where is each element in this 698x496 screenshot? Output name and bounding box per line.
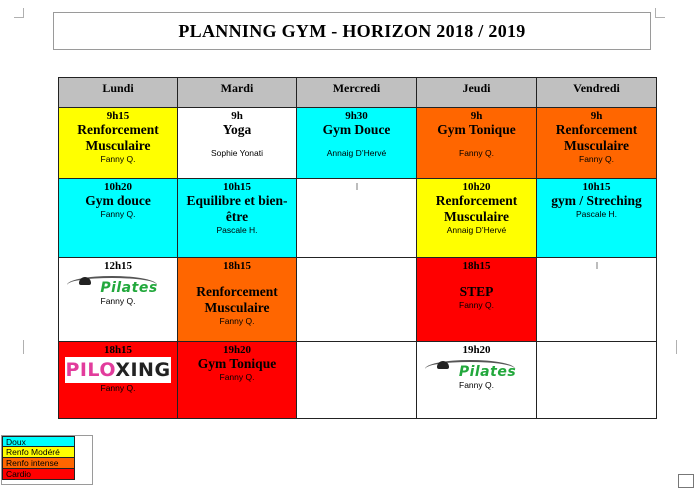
empty-cell[interactable]	[297, 179, 417, 258]
coach-name: Fanny Q.	[100, 383, 136, 393]
day-header-row	[59, 78, 657, 108]
class-time: 19h20	[462, 344, 491, 356]
day-header-thursday: Jeudi	[417, 78, 537, 108]
class-time: 12h15	[103, 260, 133, 272]
class-cell[interactable]	[417, 258, 537, 342]
coach-name: Annaig D’Hervé	[326, 148, 387, 158]
class-time: 10h20	[103, 181, 133, 193]
class-cell[interactable]	[537, 179, 657, 258]
class-cell[interactable]	[297, 108, 417, 179]
class-time: 18h15	[462, 260, 491, 272]
coach-name: Fanny Q.	[219, 372, 255, 382]
table-row	[59, 342, 657, 419]
schedule-table[interactable]	[58, 77, 657, 419]
class-name: Gym Tonique	[197, 356, 277, 371]
class-time: 10h15	[222, 181, 252, 193]
class-name: Renforcement Musculaire	[196, 284, 278, 315]
class-name: Renforcement Musculaire	[77, 122, 159, 153]
coach-name: Fanny Q.	[459, 300, 494, 310]
empty-cell[interactable]	[537, 258, 657, 342]
class-name: Gym Douce	[322, 122, 391, 137]
coach-name: Fanny Q.	[459, 380, 494, 390]
empty-cell[interactable]	[297, 342, 417, 419]
table-row	[59, 108, 657, 179]
crop-mark-bottom-right	[676, 340, 686, 354]
cell-marker	[596, 262, 598, 269]
class-cell[interactable]	[178, 108, 297, 179]
legend-item-renfo-intense: Renfo intense	[2, 458, 75, 469]
title-box[interactable]	[53, 12, 651, 50]
piloxing-logo	[65, 357, 171, 383]
coach-name: Fanny Q.	[100, 296, 136, 306]
page-corner-box	[678, 474, 694, 488]
pilates-figure-icon	[437, 361, 449, 369]
class-cell[interactable]	[59, 108, 178, 179]
legend-item-renfo-modere: Renfo Modéré	[2, 447, 75, 458]
coach-name: Annaig D’Hervé	[446, 225, 507, 235]
class-time: 9h30	[345, 110, 368, 122]
legend-item-doux: Doux	[2, 436, 75, 447]
pilates-logo	[417, 358, 536, 380]
class-cell[interactable]	[59, 258, 178, 342]
day-header-friday: Vendredi	[537, 78, 657, 108]
piloxing-logo-text-b: XING	[115, 359, 171, 381]
pilates-logo-text: Pilates	[458, 364, 517, 380]
day-header-wednesday: Mercredi	[297, 78, 417, 108]
class-cell[interactable]	[417, 108, 537, 179]
class-cell[interactable]	[59, 342, 178, 419]
cell-marker	[356, 183, 358, 190]
class-time: 9h	[470, 110, 483, 122]
coach-name: Sophie Yonati	[211, 148, 263, 158]
class-name: Gym Tonique	[437, 122, 516, 137]
crop-mark-top-left	[14, 8, 24, 18]
class-name: Gym douce	[85, 193, 151, 208]
class-time: 9h	[231, 110, 243, 122]
class-cell[interactable]	[178, 179, 297, 258]
table-row	[59, 179, 657, 258]
pilates-figure-icon	[79, 277, 91, 285]
color-legend	[1, 435, 93, 485]
class-cell[interactable]	[417, 179, 537, 258]
class-name: STEP	[459, 284, 494, 299]
crop-mark-bottom-left	[14, 340, 24, 354]
class-cell[interactable]	[178, 258, 297, 342]
page-title: PLANNING GYM - HORIZON 2018 / 2019	[178, 20, 526, 41]
empty-cell[interactable]	[537, 342, 657, 419]
coach-name: Pascale H.	[216, 225, 258, 235]
class-cell[interactable]	[537, 108, 657, 179]
piloxing-logo-text-a: PILO	[65, 359, 116, 381]
class-time: 19h20	[222, 344, 252, 356]
class-time: 9h	[590, 110, 603, 122]
class-cell[interactable]	[59, 179, 178, 258]
class-time: 18h15	[222, 260, 252, 272]
table-row	[59, 258, 657, 342]
class-name: Renforcement Musculaire	[555, 122, 638, 153]
class-time: 18h15	[103, 344, 133, 356]
class-time: 9h15	[106, 110, 130, 122]
class-time: 10h20	[462, 181, 491, 193]
class-name: Yoga	[222, 122, 252, 137]
crop-mark-top-right	[655, 8, 665, 18]
pilates-logo	[59, 274, 177, 296]
class-name: gym / Streching	[551, 193, 642, 208]
class-time: 10h15	[582, 181, 611, 193]
class-name: Renforcement Musculaire	[435, 193, 518, 224]
coach-name: Fanny Q.	[579, 154, 614, 164]
class-name: Equilibre et bien-être	[186, 193, 288, 224]
coach-name: Pascale H.	[575, 209, 618, 219]
coach-name: Fanny Q.	[459, 148, 494, 158]
class-cell[interactable]	[178, 342, 297, 419]
class-cell[interactable]	[417, 342, 537, 419]
pilates-logo-text: Pilates	[100, 280, 158, 296]
coach-name: Fanny Q.	[100, 154, 136, 164]
day-header-monday: Lundi	[59, 78, 178, 108]
empty-cell[interactable]	[297, 258, 417, 342]
coach-name: Fanny Q.	[219, 316, 255, 326]
day-header-tuesday: Mardi	[178, 78, 297, 108]
coach-name: Fanny Q.	[100, 209, 136, 219]
legend-item-cardio: Cardio	[2, 469, 75, 480]
